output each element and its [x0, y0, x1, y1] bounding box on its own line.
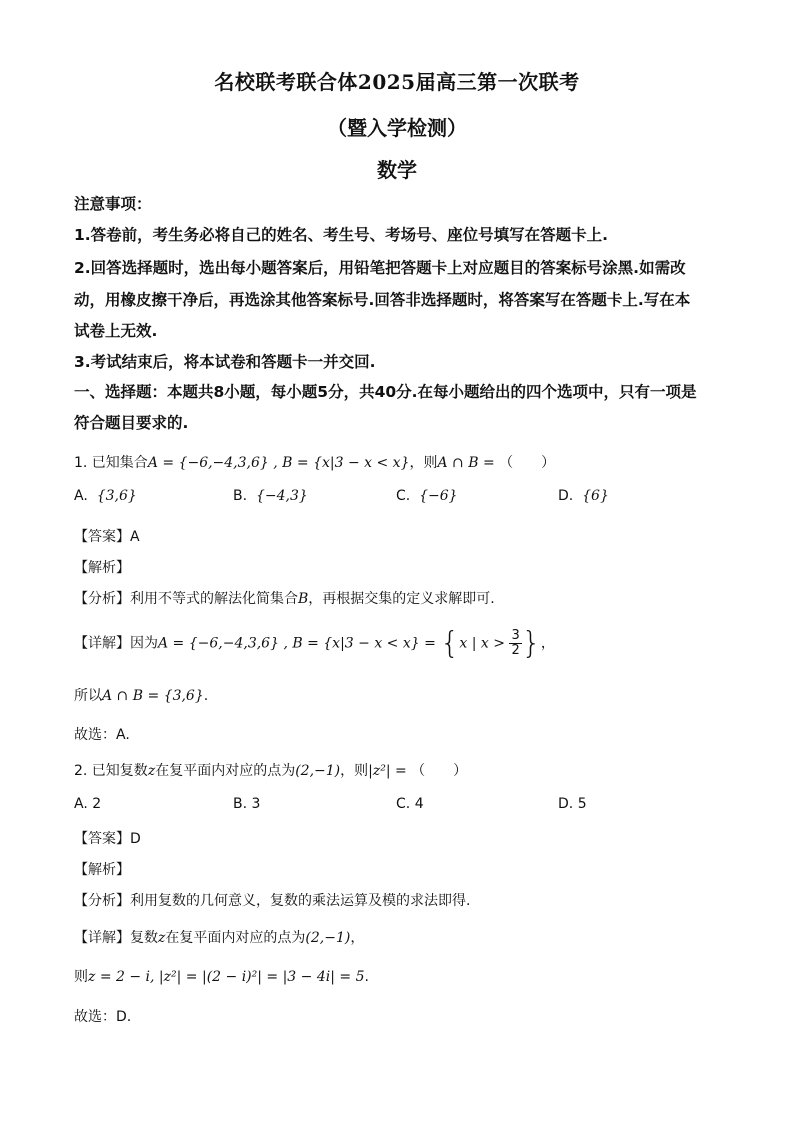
- exam-title: 名校联考联合体2025届高三第一次联考: [214, 70, 580, 94]
- section1-heading-line-1: 一、选择题：本题共8小题，每小题5分，共40分.在每小题给出的四个选项中，只有一项是: [74, 383, 697, 401]
- q1-stem-prefix: 1. 已知集合: [74, 455, 148, 471]
- q1-stem-mid: ，则: [409, 455, 438, 471]
- q2-option-c: C. 4: [396, 796, 424, 812]
- notice-item-2-line-2: 动，用橡皮擦干净后，再选涂其他答案标号.回答非选择题时，将答案写在答题卡上.写在本: [74, 291, 691, 309]
- q1-detail: 【详解】因为A = {−6,−4,3,6} , B = {x|3 − x < x} = {x | x > $\frac{3}{2}$ }，: [74, 626, 555, 661]
- q1-option-c: C. {−6}: [396, 488, 458, 504]
- q1-expr: A ∩ B: [437, 455, 479, 471]
- q2-detail: 【详解】复数z在复平面内对应的点为(2,−1)，: [74, 930, 365, 946]
- question-1-stem: [74, 452, 555, 472]
- q2-option-a: A. 2: [74, 796, 102, 812]
- q1-fenxi: 【分析】利用不等式的解法化简集合B，再根据交集的定义求解即可.: [74, 591, 495, 607]
- q2-analysis-tag: 【解析】: [74, 862, 130, 878]
- q2-option-b: B. 3: [233, 796, 261, 812]
- q1-sep: ,: [268, 455, 283, 471]
- q1-analysis-tag: 【解析】: [74, 560, 130, 576]
- q2-option-d: D. 5: [558, 796, 587, 812]
- q1-set-b: B = {x|3 − x < x}: [282, 455, 410, 471]
- exam-subject: 数学: [377, 158, 417, 182]
- q2-choose: 故选：D.: [74, 1009, 132, 1025]
- q2-fenxi: 【分析】利用复数的几何意义，复数的乘法运算及模的求法即得.: [74, 893, 471, 909]
- notice-item-2-line-3: 试卷上无效.: [74, 322, 158, 340]
- q1-so: 所以A ∩ B = {3,6}.: [74, 688, 209, 704]
- q1-blank: = （ ）: [478, 455, 556, 471]
- q1-option-b: B. {−4,3}: [233, 488, 308, 504]
- q1-fraction: $\frac{3}{2}$: [511, 628, 520, 658]
- question-2-stem: 2. 已知复数z在复平面内对应的点为(2,−1)，则|z²| = （ ）: [74, 763, 468, 779]
- exam-subtitle: （暨入学检测）: [327, 116, 467, 140]
- notice-item-3: 3.考试结束后，将本试卷和答题卡一并交回.: [74, 353, 376, 371]
- notice-item-2-line-1: 2.回答选择题时，选出每小题答案后，用铅笔把答题卡上对应题目的答案标号涂黑.如需改: [74, 259, 686, 277]
- q1-option-a: A. {3,6}: [74, 488, 137, 504]
- q1-option-d: D. {6}: [558, 488, 609, 504]
- q2-answer: 【答案】D: [74, 831, 141, 847]
- q1-answer: 【答案】A: [74, 529, 140, 545]
- section1-heading-line-2: 符合题目要求的.: [74, 414, 189, 432]
- notice-heading: 注意事项：: [74, 195, 152, 213]
- notice-item-1: 1.答卷前，考生务必将自己的姓名、考生号、考场号、座位号填写在答题卡上.: [74, 226, 609, 244]
- q2-then: 则z = 2 − i, |z²| = |(2 − i)²| = |3 − 4i| = 5.: [74, 969, 369, 985]
- q1-choose: 故选：A.: [74, 727, 130, 743]
- q1-set-a: A = {−6,−4,3,6}: [147, 455, 269, 471]
